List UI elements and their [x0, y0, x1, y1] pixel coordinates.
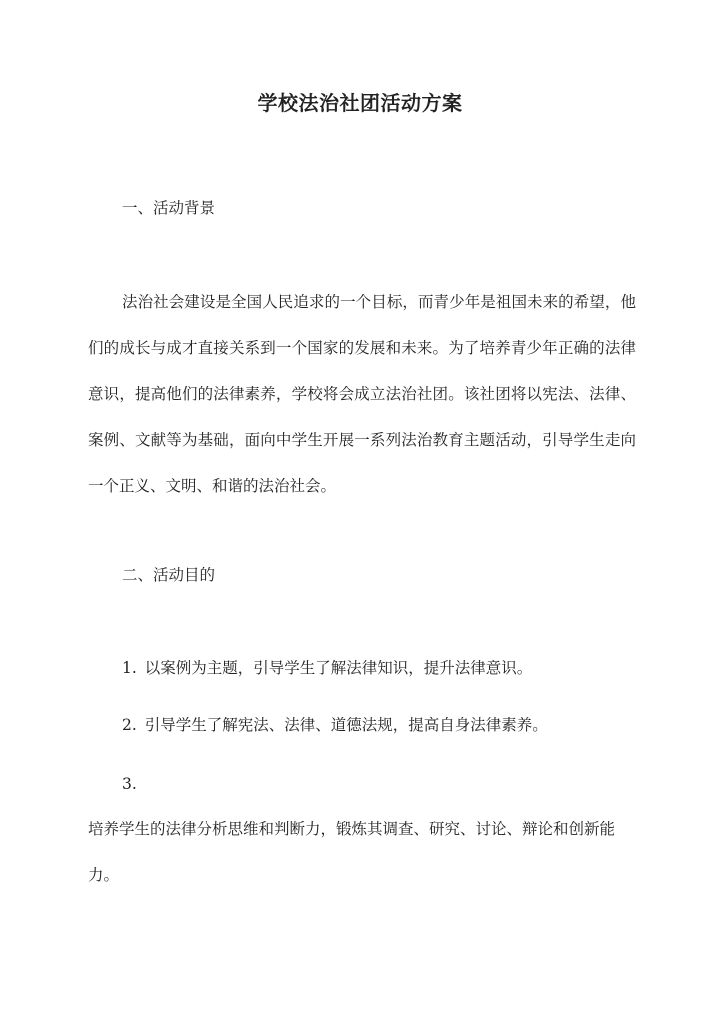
list-item-text-wrapped: 培养学生的法律分析思维和判断力，锻炼其调查、研究、讨论、辩论和创新能力。 — [88, 820, 616, 884]
list-item-text: 引导学生了解宪法、法律、道德法规，提高自身法律素养。 — [144, 716, 548, 734]
section-paragraph-background: 法治社会建设是全国人民追求的一个目标，而青少年是祖国未来的希望，他们的成长与成才直接关系到一个国家的发展和未来。为了培养青少年正确的法律意识，提高他们的法律素养，学校将会成立法治社团。该社团将以宪法、法律、案例、文献等为基础，面向中学生开展一系列法治教育主题活动，引导学生走向一个正义、文明、和谐的法治社会。 — [88, 293, 636, 495]
section-heading-purpose: 二、活动目的 — [122, 566, 216, 584]
list-item — [122, 656, 532, 680]
list-item-number: 3. — [122, 775, 137, 793]
list-item — [122, 713, 548, 737]
document-title: 学校法治社团活动方案 — [257, 91, 463, 115]
list-item-number: 1. — [122, 659, 137, 677]
section-heading-background: 一、活动背景 — [122, 199, 216, 217]
list-item-text: 以案例为主题，引导学生了解法律知识，提升法律意识。 — [144, 659, 533, 677]
list-item-number-standalone — [122, 772, 137, 796]
list-item-number: 2. — [122, 716, 137, 734]
